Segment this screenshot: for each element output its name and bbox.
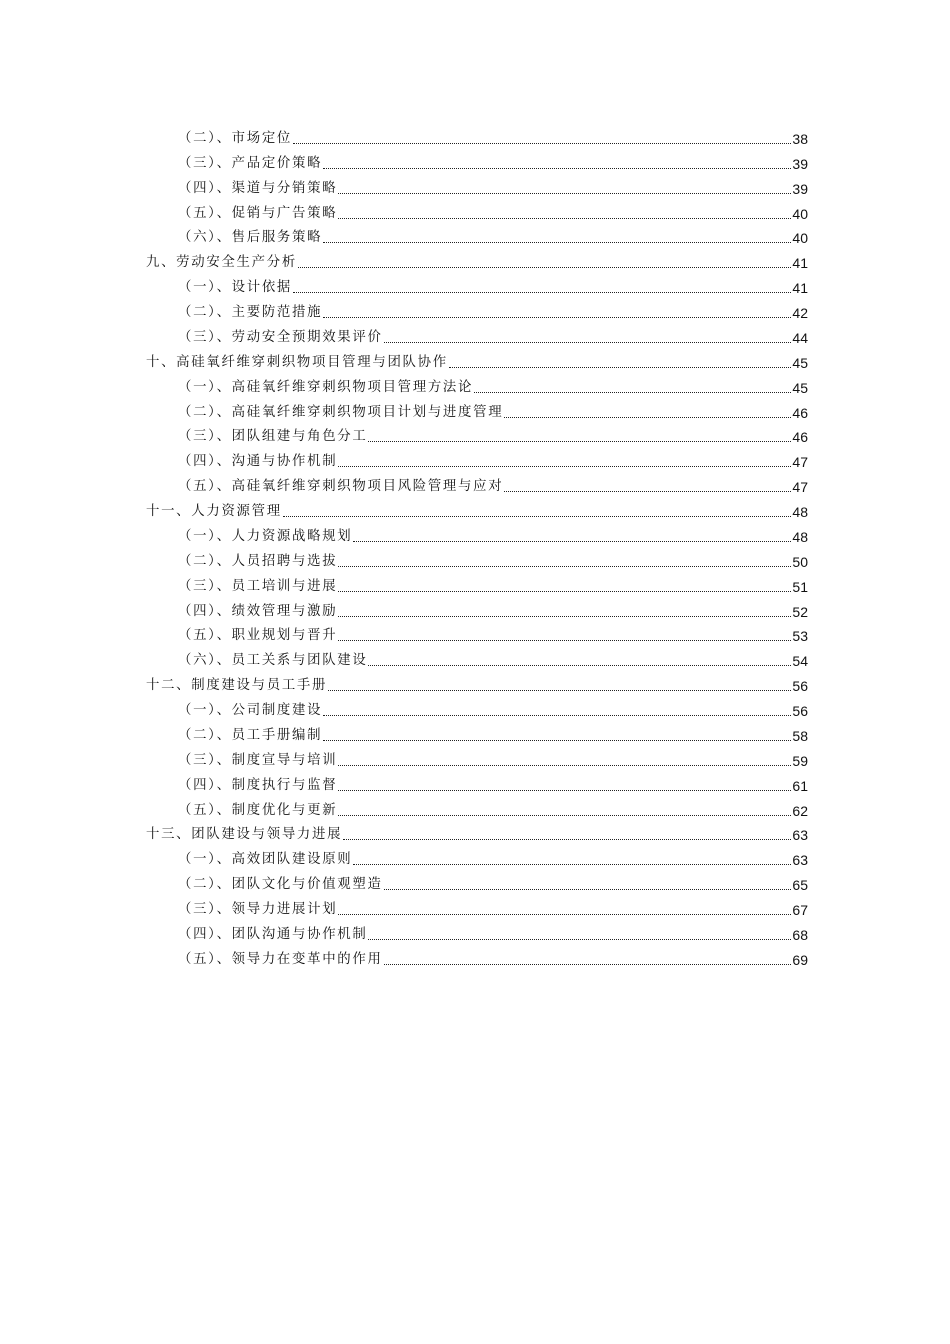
toc-entry-title: （四）、制度执行与监督 bbox=[178, 777, 338, 793]
toc-section-entry[interactable] bbox=[146, 323, 808, 348]
toc-dot-leader bbox=[504, 491, 791, 492]
toc-page-number: 47 bbox=[792, 479, 808, 496]
toc-page-number: 56 bbox=[792, 703, 808, 719]
toc-section-entry[interactable] bbox=[146, 845, 808, 870]
toc-entry-title: （三）、制度宣导与培训 bbox=[178, 752, 338, 768]
toc-page-number: 58 bbox=[792, 727, 808, 744]
toc-entry-title: 九、劳动安全生产分析 bbox=[146, 255, 297, 271]
toc-dot-leader bbox=[343, 839, 791, 840]
toc-page-number: 42 bbox=[792, 305, 808, 321]
toc-page-number: 45 bbox=[792, 379, 808, 396]
toc-section-entry[interactable] bbox=[146, 124, 808, 149]
toc-section-entry[interactable] bbox=[146, 895, 808, 920]
toc-entry-title: （二）、团队文化与价值观塑造 bbox=[178, 877, 383, 893]
toc-page-number: 40 bbox=[792, 205, 808, 222]
toc-entry-title: （四）、绩效管理与激励 bbox=[178, 603, 338, 619]
toc-page-number: 63 bbox=[792, 827, 808, 844]
toc-section-entry[interactable] bbox=[146, 149, 808, 174]
toc-page-number: 63 bbox=[792, 852, 808, 869]
toc-entry-title: （三）、领导力进展计划 bbox=[178, 902, 338, 917]
toc-chapter-entry[interactable] bbox=[146, 497, 808, 522]
toc-dot-leader bbox=[504, 417, 791, 418]
toc-entry-title: （四）、渠道与分销策略 bbox=[178, 180, 338, 196]
toc-page-number: 47 bbox=[792, 454, 808, 471]
toc-dot-leader bbox=[323, 715, 791, 716]
toc-section-entry[interactable] bbox=[146, 646, 808, 671]
toc-page-number: 65 bbox=[792, 877, 808, 894]
toc-page-number: 46 bbox=[792, 404, 808, 421]
toc-page-number: 45 bbox=[792, 354, 808, 371]
toc-dot-leader bbox=[338, 193, 791, 194]
toc-dot-leader bbox=[384, 342, 792, 343]
toc-page-number: 39 bbox=[792, 155, 808, 172]
toc-page-number: 69 bbox=[792, 951, 808, 968]
toc-dot-leader bbox=[368, 939, 791, 940]
toc-page-number: 41 bbox=[792, 255, 808, 272]
toc-page-number: 39 bbox=[792, 180, 808, 197]
toc-page-number: 50 bbox=[792, 553, 808, 570]
toc-page-number: 67 bbox=[792, 902, 808, 918]
toc-entry-title: （五）、制度优化与更新 bbox=[178, 802, 338, 818]
toc-dot-leader bbox=[338, 466, 791, 467]
toc-page-number: 38 bbox=[792, 130, 808, 147]
table-of-contents bbox=[146, 124, 808, 970]
toc-entry-title: （五）、高硅氧纤维穿刺织物项目风险管理与应对 bbox=[178, 479, 504, 495]
toc-entry-title: （一）、高效团队建设原则 bbox=[178, 852, 353, 868]
toc-entry-title: （一）、公司制度建设 bbox=[178, 703, 323, 718]
toc-entry-title: （三）、劳动安全预期效果评价 bbox=[178, 329, 383, 345]
toc-entry-title: （二）、员工手册编制 bbox=[178, 727, 323, 743]
toc-section-entry[interactable] bbox=[146, 423, 808, 448]
toc-dot-leader bbox=[323, 317, 791, 318]
toc-dot-leader bbox=[338, 640, 791, 641]
toc-section-entry[interactable] bbox=[146, 746, 808, 771]
toc-dot-leader bbox=[353, 864, 791, 865]
toc-entry-title: （四）、沟通与协作机制 bbox=[178, 454, 338, 470]
toc-entry-title: （六）、售后服务策略 bbox=[178, 230, 323, 246]
toc-dot-leader bbox=[384, 964, 792, 965]
toc-chapter-entry[interactable] bbox=[146, 348, 808, 373]
toc-section-entry[interactable] bbox=[146, 373, 808, 398]
toc-dot-leader bbox=[368, 441, 791, 442]
toc-chapter-entry[interactable] bbox=[146, 821, 808, 846]
toc-entry-title: 十二、制度建设与员工手册 bbox=[146, 678, 328, 694]
toc-dot-leader bbox=[474, 392, 791, 393]
toc-dot-leader bbox=[353, 541, 791, 542]
toc-section-entry[interactable] bbox=[146, 273, 808, 298]
toc-dot-leader bbox=[338, 815, 791, 816]
toc-section-entry[interactable] bbox=[146, 721, 808, 746]
toc-page-number: 48 bbox=[792, 528, 808, 545]
toc-entry-title: （一）、设计依据 bbox=[178, 280, 293, 296]
toc-page-number: 44 bbox=[792, 329, 808, 346]
toc-entry-title: （一）、人力资源战略规划 bbox=[178, 528, 353, 544]
toc-dot-leader bbox=[293, 292, 791, 293]
toc-section-entry[interactable] bbox=[146, 572, 808, 597]
toc-section-entry[interactable] bbox=[146, 547, 808, 572]
toc-entry-title: （三）、产品定价策略 bbox=[178, 155, 323, 171]
toc-page-number: 56 bbox=[792, 678, 808, 695]
toc-dot-leader bbox=[338, 218, 791, 219]
toc-page-number: 61 bbox=[792, 777, 808, 794]
toc-section-entry[interactable] bbox=[146, 945, 808, 970]
toc-dot-leader bbox=[328, 690, 791, 691]
toc-section-entry[interactable] bbox=[146, 174, 808, 199]
toc-dot-leader bbox=[338, 790, 791, 791]
toc-entry-title: （三）、员工培训与进展 bbox=[178, 578, 338, 594]
toc-dot-leader bbox=[323, 242, 791, 243]
toc-dot-leader bbox=[338, 765, 791, 766]
toc-page-number: 68 bbox=[792, 926, 808, 943]
toc-dot-leader bbox=[449, 367, 792, 368]
toc-dot-leader bbox=[338, 591, 791, 592]
toc-section-entry[interactable] bbox=[146, 199, 808, 224]
toc-entry-title: （一）、高硅氧纤维穿刺织物项目管理方法论 bbox=[178, 379, 474, 395]
toc-page-number: 41 bbox=[792, 280, 808, 297]
toc-section-entry[interactable] bbox=[146, 224, 808, 249]
toc-page-number: 51 bbox=[792, 578, 808, 595]
toc-page-number: 62 bbox=[792, 802, 808, 819]
toc-section-entry[interactable] bbox=[146, 796, 808, 821]
toc-section-entry[interactable] bbox=[146, 472, 808, 497]
toc-entry-title: （五）、领导力在变革中的作用 bbox=[178, 951, 383, 967]
toc-entry-title: 十、高硅氧纤维穿刺织物项目管理与团队协作 bbox=[146, 354, 448, 370]
toc-section-entry[interactable] bbox=[146, 522, 808, 547]
toc-entry-title: （二）、市场定位 bbox=[178, 130, 293, 146]
toc-section-entry[interactable] bbox=[146, 696, 808, 721]
toc-dot-leader bbox=[368, 665, 791, 666]
toc-section-entry[interactable] bbox=[146, 298, 808, 323]
toc-entry-title: （四）、团队沟通与协作机制 bbox=[178, 926, 368, 942]
toc-entry-title: （二）、人员招聘与选拔 bbox=[178, 553, 338, 569]
toc-chapter-entry[interactable] bbox=[146, 248, 808, 273]
toc-section-entry[interactable] bbox=[146, 398, 808, 423]
toc-entry-title: （五）、促销与广告策略 bbox=[178, 205, 338, 221]
toc-section-entry[interactable] bbox=[146, 920, 808, 945]
toc-page-number: 40 bbox=[792, 230, 808, 247]
toc-entry-title: （五）、职业规划与晋升 bbox=[178, 628, 338, 644]
toc-page-number: 48 bbox=[792, 504, 808, 520]
toc-entry-title: （六）、员工关系与团队建设 bbox=[178, 653, 368, 669]
toc-page-number: 46 bbox=[792, 429, 808, 446]
toc-page-number: 52 bbox=[792, 603, 808, 620]
toc-dot-leader bbox=[384, 889, 792, 890]
toc-entry-title: （二）、高硅氧纤维穿刺织物项目计划与进度管理 bbox=[178, 404, 504, 420]
toc-section-entry[interactable] bbox=[146, 622, 808, 647]
toc-page-number: 54 bbox=[792, 653, 808, 670]
toc-entry-title: 十三、团队建设与领导力进展 bbox=[146, 827, 343, 843]
toc-entry-title: （三）、团队组建与角色分工 bbox=[178, 429, 368, 445]
toc-section-entry[interactable] bbox=[146, 870, 808, 895]
toc-dot-leader bbox=[338, 914, 791, 915]
toc-dot-leader bbox=[298, 267, 792, 268]
toc-dot-leader bbox=[338, 566, 791, 567]
toc-chapter-entry[interactable] bbox=[146, 671, 808, 696]
toc-page-number: 59 bbox=[792, 752, 808, 769]
toc-dot-leader bbox=[293, 143, 791, 144]
toc-dot-leader bbox=[338, 616, 791, 617]
toc-section-entry[interactable] bbox=[146, 447, 808, 472]
toc-dot-leader bbox=[323, 740, 791, 741]
toc-dot-leader bbox=[283, 516, 792, 517]
toc-page-number: 53 bbox=[792, 628, 808, 645]
toc-entry-title: 十一、人力资源管理 bbox=[146, 504, 282, 519]
toc-dot-leader bbox=[323, 168, 791, 169]
toc-entry-title: （二）、主要防范措施 bbox=[178, 305, 323, 320]
toc-section-entry[interactable] bbox=[146, 597, 808, 622]
toc-section-entry[interactable] bbox=[146, 771, 808, 796]
